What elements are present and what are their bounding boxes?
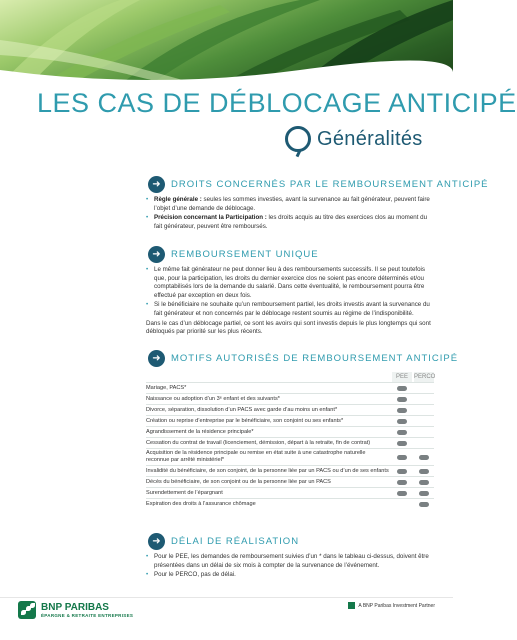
table-row [146,382,434,393]
table-row [146,404,434,415]
check-pill-icon [419,491,429,496]
arrow-right-icon: ➜ [148,246,165,263]
row-label: Agrandissement de la résidence principale* [146,428,254,435]
arrow-right-icon: ➜ [148,176,165,193]
list-item: • Le même fait générateur ne peut donner lieu à des remboursements successifs. Il se peut toutefois que, pour la participation, les droits du dernier exercice clos ne soient pas encore déterminés et/ou comptabilisés lors de la demande du salarié. Dans cette éventualité, le remboursement pourra être effectué par exception en deux fois. [146,266,436,300]
paragraph: Dans le cas d’un déblocage partiel, ce sont les avoirs qui sont investis depuis le plus longtemps qui sont débloqués par priorité sur les plus récents. [146,319,431,336]
subtitle [285,124,423,154]
table-row [146,498,434,509]
check-pill-icon [419,502,429,507]
cell-pee [392,386,412,391]
cell-perco [414,480,434,485]
banner-wave [0,0,453,85]
cell-pee [392,480,412,485]
check-pill-icon [397,441,407,446]
check-pill-icon [397,480,407,485]
cell-pee [392,469,412,474]
section-title-delai: DÉLAI DE RÉALISATION [171,535,300,547]
table-row [146,437,434,448]
table-row [146,476,434,487]
row-label: Surendettement de l’épargnant [146,489,223,496]
bold-label: Précision concernant la Participation : [154,214,267,222]
table-row [146,426,434,437]
table-header [146,372,434,382]
footer-divider [0,597,453,598]
cell-pee [392,441,412,446]
cell-perco [414,491,434,496]
logo-stars-icon [18,601,36,619]
check-pill-icon [397,491,407,496]
bullet-text: les droits acquis au titre des exercices clos au moment du fait générateur, peuvent être remboursés. [154,214,428,230]
cell-pee [392,419,412,424]
cell-perco [414,455,434,460]
column-header-perco: PERCO [414,374,436,380]
list-item: • Pour le PEE, les demandes de remboursement suivies d’un * dans le tableau ci-dessus, doivent être présentées dans un délai de six mois à compter de la survenance de l’événement. [146,553,436,570]
check-pill-icon [397,430,407,435]
partner-logo-icon [348,602,355,609]
row-label: Décès du bénéficiaire, de son conjoint ou de la personne liée par un PACS [146,478,331,485]
partner-mention [348,602,435,609]
bullet-text: seules les sommes investies, avant la survenance au fait générateur, peuvent faire l’objet d’une demande de déblocage. [154,196,430,212]
arrow-right-icon: ➜ [148,533,165,550]
section-body-unique [146,266,436,337]
brand-subtitle: ÉPARGNE & RETRAITE ENTREPRISES [41,612,134,618]
section-title-droits: DROITS CONCERNÉS PAR LE REMBOURSEMENT ANTICIPÉ [171,178,489,190]
section-title-unique: REMBOURSEMENT UNIQUE [171,248,319,260]
cell-perco [414,469,434,474]
section-body-delai [146,553,436,581]
check-pill-icon [419,455,429,460]
table-row [146,415,434,426]
check-pill-icon [397,386,407,391]
row-label: Acquisition de la résidence principale ou remise en état suite à une catastrophe naturelle reconnue par arrêté ministériel* [146,450,366,463]
header-banner-photo [0,0,453,85]
section-header-motifs [148,349,458,367]
list-item: • Pour le PERCO, pas de délai. [146,571,436,580]
check-pill-icon [397,455,407,460]
page-title: LES CAS DE DÉBLOCAGE ANTICIPÉ [37,88,517,118]
row-label: Expiration des droits à l’assurance chômage [146,500,256,507]
cell-pee [392,408,412,413]
row-label: Mariage, PACS* [146,384,187,391]
cell-pee [392,455,412,460]
check-pill-icon [397,419,407,424]
column-header-pee: PEE [392,372,412,382]
table-row [146,448,434,465]
bold-label: Règle générale : [154,196,202,203]
arrow-right-icon: ➜ [148,350,165,367]
table-row [146,487,434,498]
table-body [146,382,434,509]
cell-pee [392,430,412,435]
cell-pee [392,491,412,496]
row-label: Création ou reprise d’entreprise par le bénéficiaire, son conjoint ou ses enfants* [146,417,344,424]
section-header-unique [148,245,319,263]
table-row [146,393,434,404]
subtitle-text: Généralités [317,127,423,150]
row-label: Naissance ou adoption d’un 3ᵉ enfant et des suivants* [146,395,280,402]
check-pill-icon [397,408,407,413]
list-item: • Si le bénéficiaire ne souhaite qu’un remboursement partiel, les droits investis avant la survenance du fait générateur et non concernés par le déblocage restent soumis au régime de l’indisponibilité. [146,301,436,318]
section-body-droits [146,196,436,232]
check-pill-icon [419,469,429,474]
cell-pee [392,397,412,402]
section-header-droits [148,175,489,193]
row-label: Divorce, séparation, dissolution d’un PACS avec garde d’au moins un enfant* [146,406,338,413]
row-label: Invalidité du bénéficiaire, de son conjoint, de la personne liée par un PACS ou d’un de ses enfants [146,467,389,474]
section-header-delai [148,532,299,550]
table-row [146,465,434,476]
partner-text: A BNP Paribas Investment Partner [358,602,435,609]
list-item [146,214,436,231]
magnifier-icon [285,126,311,152]
cell-perco [414,502,434,507]
list-item [146,196,436,213]
check-pill-icon [397,397,407,402]
check-pill-icon [397,469,407,474]
section-title-motifs: MOTIFS AUTORISÉS DE REMBOURSEMENT ANTICIPÉ [171,352,459,364]
motifs-table [146,372,434,509]
row-label: Cessation du contrat de travail (licenciement, démission, départ à la retraite, fin de contrat) [146,439,371,446]
brand-name: BNP PARIBAS [41,601,109,613]
check-pill-icon [419,480,429,485]
bnp-paribas-logo [18,601,133,619]
